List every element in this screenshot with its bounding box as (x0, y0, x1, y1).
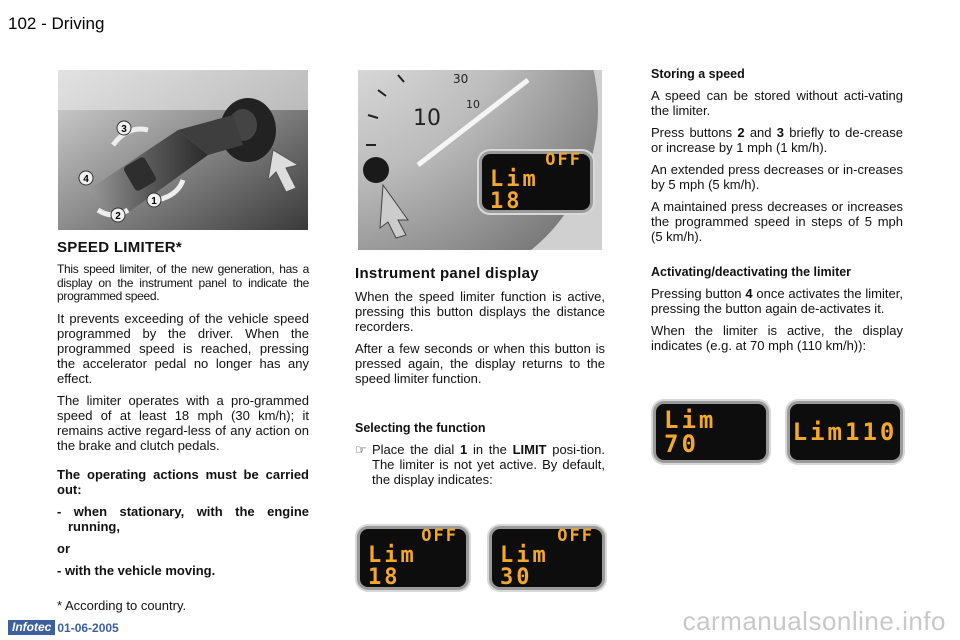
display-lim-110 (790, 404, 900, 460)
footer-date: 01-06-2005 (57, 620, 119, 635)
page-header (8, 14, 104, 34)
display-lim-110-text: Lim110 (792, 418, 898, 446)
sel-text-c: posi-tion. The limiter is not yet active. By default, the display indicates: (372, 442, 605, 487)
footer-badge (8, 620, 119, 635)
ops-or: or (57, 540, 70, 556)
gauge-display-bottom: Lim 18 (490, 166, 539, 214)
display-off-30 (492, 525, 602, 590)
act-p2: When the limiter is active, the display indicates (e.g. at 70 mph (110 km/h)): (651, 323, 903, 353)
gauge-display-top: OFF (545, 149, 582, 170)
instrument-panel-heading: Instrument panel display (355, 265, 539, 282)
callout-1: 1 (151, 196, 157, 207)
display-off-18-top: OFF (421, 525, 458, 546)
store-p2 (651, 125, 903, 155)
display-off-18-bottom: Lim 18 (368, 542, 417, 590)
sel-limit-word: LIMIT (512, 442, 547, 457)
limiter-intro: This speed limiter, of the new generation, has a display on the instrument panel to indicate the programmed speed. (57, 262, 309, 303)
limiter-p2: The limiter operates with a pro-grammed speed of at least 18 mph (30 km/h); it remains active regard-less of any action on the brake and clutch pedals. (57, 392, 309, 453)
page-title: Driving (51, 14, 105, 33)
display-off-30-top: OFF (557, 525, 594, 546)
left-column (57, 240, 309, 585)
stalk-illustration (58, 70, 308, 230)
page-number: 102 (8, 14, 37, 33)
storing-section (651, 67, 903, 251)
sel-dial-number: 1 (459, 442, 468, 457)
act-p1 (651, 286, 903, 316)
speed-limiter-heading: SPEED LIMITER* (57, 239, 183, 256)
store-and: and (749, 125, 772, 140)
act-button-4: 4 (745, 286, 753, 301)
selecting-heading: Selecting the function (355, 421, 486, 435)
callout-4: 4 (83, 174, 89, 185)
act-p1-a: Pressing button (651, 286, 742, 301)
callout-2: 2 (115, 211, 121, 222)
activating-section (651, 265, 903, 360)
store-button-2: 2 (737, 125, 745, 140)
gauge-label-10: 10 (413, 106, 441, 131)
stalk-photo (58, 70, 308, 230)
gauge-photo (358, 70, 602, 250)
ops-title: The operating actions must be carried out: (57, 466, 309, 497)
callout-3: 3 (121, 124, 127, 135)
middle-column (355, 266, 605, 393)
store-button-3: 3 (776, 125, 784, 140)
gauge-label-30: 30 (453, 72, 469, 86)
instrument-p1: When the speed limiter function is active, pressing this button displays the distance recorders. (355, 289, 605, 334)
gauge-label-10-small: 10 (466, 98, 480, 111)
selecting-text (355, 442, 605, 487)
display-lim-70-text: Lim 70 (664, 406, 717, 458)
op-moving: - with the vehicle moving. (57, 562, 216, 578)
op-stationary: - when stationary, with the engine running, (57, 503, 309, 534)
store-p4: A maintained press decreases or increases the programmed speed in steps of 5 mph (5 km/h). (651, 199, 903, 244)
store-p1: A speed can be stored without acti-vating the limiter. (651, 88, 903, 118)
sel-text-b: in the (472, 442, 507, 457)
gauge-display (482, 149, 590, 214)
display-off-30-bottom: Lim 30 (500, 542, 549, 590)
display-off-18 (360, 525, 466, 590)
instrument-p2: After a few seconds or when this button is pressed again, the display returns to the speed limiter function. (355, 341, 605, 386)
infotec-logo: Infotec (8, 620, 55, 635)
footnote: * According to country. (57, 598, 187, 613)
selecting-section (355, 421, 605, 494)
store-p2-a: Press buttons (651, 125, 733, 140)
activating-heading: Activating/deactivating the limiter (651, 265, 852, 279)
store-p3: An extended press decreases or in-creases by 5 mph (5 km/h). (651, 162, 903, 192)
act-p1-b: once activates the limiter, pressing the button again de-activates it. (651, 286, 903, 316)
hand-icon: ☞ (355, 442, 367, 457)
storing-heading: Storing a speed (651, 67, 745, 81)
watermark: carmanualsonline.info (682, 606, 946, 636)
header-separator: - (41, 14, 52, 33)
display-lim-70 (656, 404, 766, 460)
sel-text-a: Place the dial (372, 442, 455, 457)
limiter-p1: It prevents exceeding of the vehicle speed programmed by the driver. When the programmed speed is reached, pressing the accelerator pedal no longer has any effect. (57, 310, 309, 386)
store-p2-b: briefly to de-crease or increase by 1 mph (1 km/h). (651, 125, 903, 155)
